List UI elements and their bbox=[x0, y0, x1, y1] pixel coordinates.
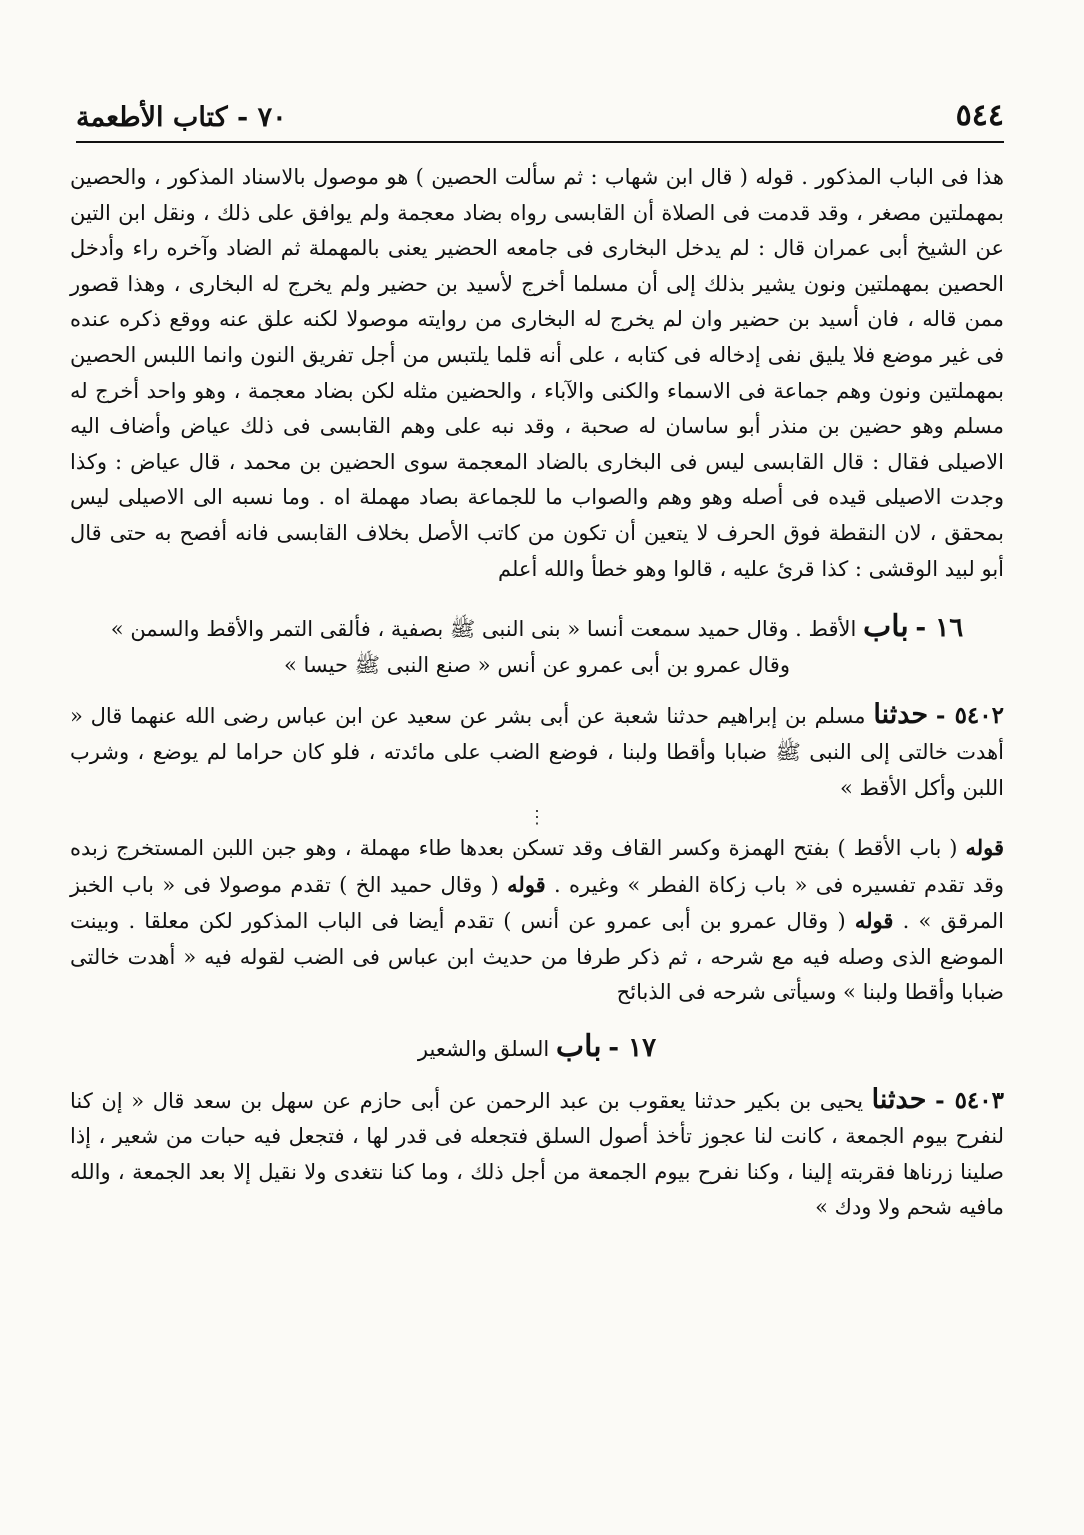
chapter-heading-17 bbox=[70, 1029, 1004, 1068]
page-header bbox=[76, 98, 1004, 143]
chapter-heading-16 bbox=[70, 609, 1004, 648]
hadith-text: يحيى بن بكير حدثنا يعقوب بن عبد الرحمن عن أبى حازم عن سهل بن سعد قال « إن كنا لنفرح بيوم الجمعة ، كانت لنا عجوز تأخذ أصول السلق فتجعله فى قدر لها ، فتجعل فيه حبات من شعير ، إذا صلينا زرناها فقربته إلينا ، وكنا نفرح بيوم الجمعة من أجل ذلك ، وما كنا نتغدى ولا نقيل إلا بعد الجمعة ، والله مافيه شحم ولا ودك » bbox=[70, 1088, 1004, 1220]
hadith-5402 bbox=[70, 697, 1004, 806]
qawluhu-label: قوله bbox=[854, 908, 894, 934]
hadith-number: ٥٤٠٣ - bbox=[935, 1086, 1004, 1114]
commentary-text: ( وقال عمرو بن أبى عمرو عن أنس ) تقدم أيضا فى الباب المذكور لكن معلقا . وبينت الموضع الذى وصله فيه مع شرحه ، ثم ذكر طرفا من حديث ابن عباس فى الضب لقوله فيه « أهدت خالتى ضبابا وأقطا ولبنا » وسيأتى شرحه فى الذبائح bbox=[70, 909, 1004, 1005]
chapter-number: ١٦ - bbox=[915, 613, 964, 644]
hadith-5403 bbox=[70, 1082, 1004, 1226]
page-body bbox=[70, 160, 1004, 1226]
chapter-subline: وقال عمرو بن أبى عمرو عن أنس « صنع النبى ﷺ حيسا » bbox=[284, 652, 790, 677]
commentary-paragraph: هذا فى الباب المذكور . قوله ( قال ابن شهاب : ثم سألت الحصين ) هو موصول بالاسناد المذكور ، والحصين بمهملتين مصغر ، وقد قدمت فى الصلاة أن القابسى رواه بضاد معجمة ولم يوافق على ذلك ، ونقل ابن التين عن الشيخ أبى عمران قال : لم يدخل البخارى فى جامعه الحضير يعنى بالمهملة ثم الضاد وآخره راء وأدخل الحصين بمهملتين ونون يشير بذلك إلى أن مسلما أخرج لأسيد بن حضير ولم يخرج له البخارى ، وهذا قصور ممن قاله ، فان أسيد بن حضير وان لم يخرج له البخارى من روايته موصولا لكنه علق عنه ووقع ذكره عنده فى غير موضع فلا يليق نفى إدخاله فى كتابه ، على أنه قلما يلتبس من أجل تفريق النون وانما اللبس الحصين بمهملتين ونون وهم جماعة فى الاسماء والكنى والآباء ، والحضين مثله لكن بضاد معجمة ، وهو واحد أخرج له مسلم وهو حضين بن منذر أبو ساسان له صحبة ، وقد نبه على وهم القابسى فى ذلك عياض وأضاف اليه الاصيلى فقال : قال القابسى ليس فى البخارى بالضاد المعجمة سوى الحضين بن محمد ، قال عياض : وكذا وجدت الاصيلى قيده فى أصله وهو وهم والصواب ما للجماعة بصاد مهملة اه . وما نسبه الى الاصيلى ليس بمحقق ، لان النقطة فوق الحرف لا يتعين أن تكون من كاتب الأصل بخلاف القابسى فانه أفصح به حتى قال أبو لبيد الوقشى : كذا قرئ عليه ، قالوا وهو خطأ والله أعلم bbox=[70, 165, 1004, 581]
qawluhu-label: قوله bbox=[507, 871, 546, 897]
book-title: ٧٠ - كتاب الأطعمة bbox=[76, 102, 287, 133]
hadith-number: ٥٤٠٢ - bbox=[935, 702, 1004, 730]
hadith-keyword: حدثنا bbox=[873, 699, 929, 731]
hadith-text: مسلم بن إبراهيم حدثنا شعبة عن أبى بشر عن سعيد عن ابن عباس رضى الله عنهما قال « أهدت خالتى إلى النبى ﷺ ضبابا وأقطا ولبنا ، فوضع الضب على مائدته ، فلو كان حراما لم يوضع ، وشرب اللبن وأكل الأقط » bbox=[70, 704, 1004, 800]
chapter-number: ١٧ - bbox=[608, 1033, 657, 1064]
separator-dots: ⋮ bbox=[528, 807, 546, 829]
hadith-keyword: حدثنا bbox=[871, 1083, 927, 1115]
chapter-title: السلق والشعير bbox=[417, 1037, 550, 1062]
chapter-bab-word: باب bbox=[863, 609, 909, 645]
commentary-text: ( وقال حميد الخ ) تقدم موصولا فى « باب الخبز المرقق » . bbox=[70, 872, 1005, 934]
chapter-title: الأقط . وقال حميد سمعت أنسا « بنى النبى ﷺ بصفية ، فألقى التمر والأقط والسمن » bbox=[110, 617, 857, 642]
page-number: ٥٤٤ bbox=[955, 98, 1004, 133]
chapter-bab-word: باب bbox=[555, 1029, 602, 1065]
commentary-text: ( باب الأقط ) بفتح الهمزة وكسر القاف وقد تسكن بعدها طاء مهملة ، وهو جبن اللبن المستخرج زبده وقد تقدم تفسيره فى « باب زكاة الفطر » وغيره . bbox=[70, 836, 1005, 897]
qawluhu-label: قوله bbox=[965, 835, 1004, 861]
commentary-paragraph-2 bbox=[70, 830, 1004, 1011]
